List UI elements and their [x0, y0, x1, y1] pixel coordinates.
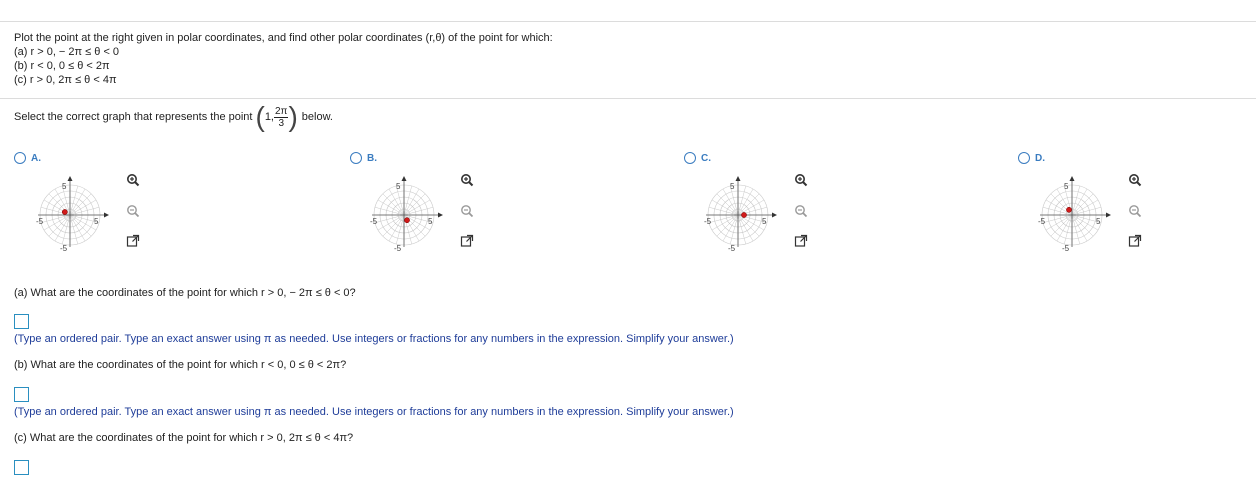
x-axis-label-neg: -5: [1038, 217, 1046, 226]
part-a-answer-input[interactable]: [14, 314, 29, 329]
theta-denominator: 3: [278, 117, 285, 129]
part-a-question: (a) What are the coordinates of the point for which r > 0, − 2π ≤ θ < 0?: [14, 287, 356, 299]
zoom-in-icon[interactable]: [126, 173, 140, 187]
point-r: 1,: [264, 111, 274, 123]
x-axis-label-neg: -5: [370, 217, 378, 226]
option-b-graph: [364, 170, 444, 260]
plotted-point: [741, 212, 746, 217]
option-c[interactable]: [684, 152, 711, 164]
x-axis-label-pos: 5: [94, 217, 99, 226]
zoom-out-icon[interactable]: [1128, 204, 1142, 218]
y-axis-label-neg: -5: [1062, 244, 1070, 253]
part-c-answer-input[interactable]: [14, 460, 29, 475]
plotted-point: [404, 218, 409, 223]
y-axis-label-pos: 5: [730, 182, 735, 191]
left-paren: (: [255, 101, 265, 132]
option-a-label: A.: [31, 152, 41, 164]
part-b-question: (b) What are the coordinates of the point for which r < 0, 0 ≤ θ < 2π?: [14, 359, 347, 371]
y-axis-label-pos: 5: [1064, 182, 1069, 191]
y-axis-label-neg: -5: [60, 244, 68, 253]
option-b-label: B.: [367, 152, 377, 164]
x-axis-label-neg: -5: [36, 217, 44, 226]
popout-icon[interactable]: [794, 234, 808, 248]
condition-a: (a) r > 0, − 2π ≤ θ < 0: [14, 46, 120, 58]
condition-c: (c) r > 0, 2π ≤ θ < 4π: [14, 74, 117, 86]
zoom-out-icon[interactable]: [460, 204, 474, 218]
x-axis-label-pos: 5: [762, 217, 767, 226]
option-d[interactable]: [1018, 152, 1045, 164]
part-b-answer-input[interactable]: [14, 387, 29, 402]
part-c-question: (c) What are the coordinates of the point for which r > 0, 2π ≤ θ < 4π?: [14, 432, 354, 444]
zoom-out-icon[interactable]: [794, 204, 808, 218]
popout-icon[interactable]: [1128, 234, 1142, 248]
y-axis-label-pos: 5: [62, 182, 67, 191]
plotted-point: [1066, 207, 1071, 212]
right-paren: ): [288, 101, 298, 132]
question-intro: Plot the point at the right given in polar coordinates, and find other polar coordinates (r,θ) of the point for which:: [14, 32, 553, 44]
select-prefix: Select the correct graph that represents the point: [14, 111, 253, 123]
option-d-label: D.: [1035, 152, 1045, 164]
option-a[interactable]: [14, 152, 41, 164]
option-a-radio[interactable]: [14, 152, 26, 164]
y-axis-label-neg: -5: [728, 244, 736, 253]
option-b[interactable]: [350, 152, 377, 164]
option-d-graph: [1032, 170, 1112, 260]
zoom-in-icon[interactable]: [1128, 173, 1142, 187]
option-a-graph: [30, 170, 110, 260]
select-instruction: [14, 100, 333, 134]
zoom-in-icon[interactable]: [794, 173, 808, 187]
zoom-in-icon[interactable]: [460, 173, 474, 187]
x-axis-label-pos: 5: [428, 217, 433, 226]
y-axis-label-neg: -5: [394, 244, 402, 253]
select-suffix: below.: [301, 111, 333, 123]
option-c-label: C.: [701, 152, 711, 164]
option-d-radio[interactable]: [1018, 152, 1030, 164]
popout-icon[interactable]: [460, 234, 474, 248]
part-a-hint: (Type an ordered pair. Type an exact answer using π as needed. Use integers or fractions for any numbers in the expression. Simplify your answer.): [14, 333, 734, 345]
option-b-radio[interactable]: [350, 152, 362, 164]
top-divider: [0, 21, 1256, 22]
point-theta-fraction: [274, 106, 288, 129]
part-b-hint: (Type an ordered pair. Type an exact answer using π as needed. Use integers or fractions for any numbers in the expression. Simplify your answer.): [14, 406, 734, 418]
option-c-radio[interactable]: [684, 152, 696, 164]
theta-numerator: 2π: [275, 105, 288, 117]
zoom-out-icon[interactable]: [126, 204, 140, 218]
option-c-graph: [698, 170, 778, 260]
plotted-point: [62, 209, 67, 214]
x-axis-label-pos: 5: [1096, 217, 1101, 226]
section-divider: [0, 98, 1256, 99]
condition-b: (b) r < 0, 0 ≤ θ < 2π: [14, 60, 110, 72]
y-axis-label-pos: 5: [396, 182, 401, 191]
x-axis-label-neg: -5: [704, 217, 712, 226]
popout-icon[interactable]: [126, 234, 140, 248]
